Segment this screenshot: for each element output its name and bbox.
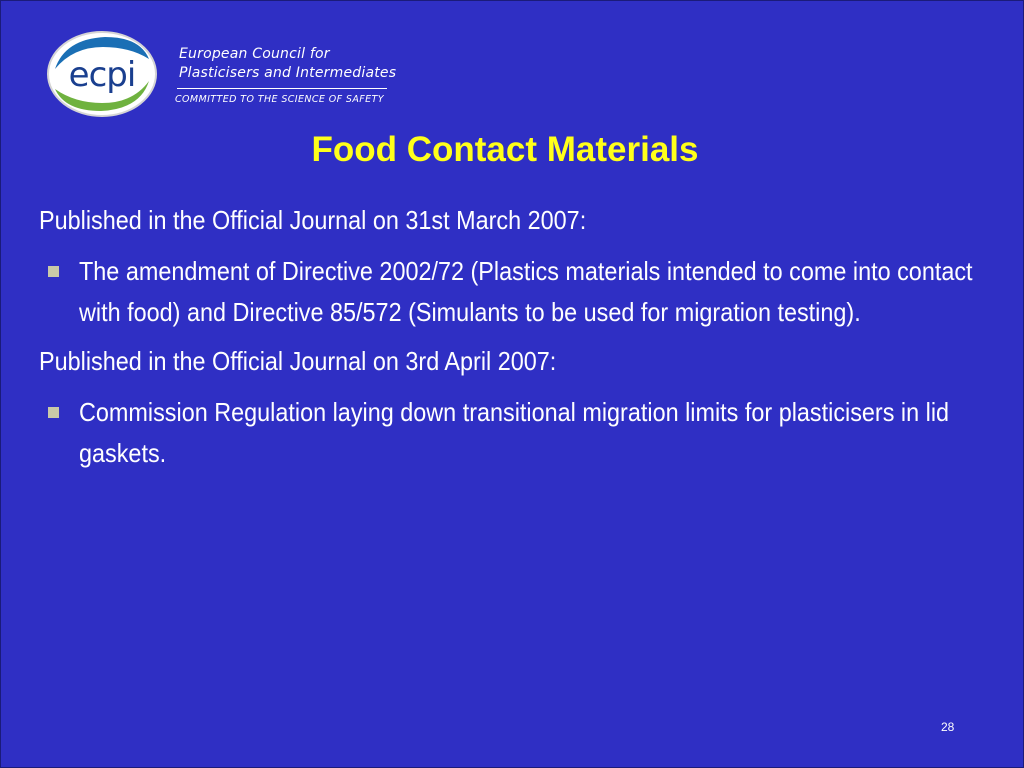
org-divider xyxy=(177,88,387,89)
section-heading-1: Published in the Official Journal on 31st March 2007: xyxy=(39,205,587,235)
page-number: 28 xyxy=(941,720,955,734)
bullet-item xyxy=(39,392,989,474)
org-tagline: COMMITTED TO THE SCIENCE OF SAFETY xyxy=(175,94,384,105)
bullet-item xyxy=(39,251,989,333)
logo-wordmark: ecpi xyxy=(68,55,136,95)
slide-body xyxy=(39,200,989,482)
square-bullet-icon xyxy=(48,407,59,418)
org-name-line-2: Plasticisers and Intermediates xyxy=(179,65,397,81)
square-bullet-icon xyxy=(48,266,59,277)
ecpi-logo xyxy=(45,29,159,119)
section-heading-2: Published in the Official Journal on 3rd April 2007: xyxy=(39,346,557,376)
org-name-line-1: European Council for xyxy=(179,46,330,62)
organisation-name xyxy=(179,45,396,83)
bullet-text: The amendment of Directive 2002/72 (Plastics materials intended to come into contact with food) and Directive 85/572 (Simulants to be used for migration testing). xyxy=(79,256,973,327)
bullet-list-1 xyxy=(39,251,989,333)
slide-title: Food Contact Materials xyxy=(311,130,699,169)
bullet-list-2 xyxy=(39,392,989,474)
bullet-text: Commission Regulation laying down transitional migration limits for plasticisers in lid gaskets. xyxy=(79,397,950,468)
